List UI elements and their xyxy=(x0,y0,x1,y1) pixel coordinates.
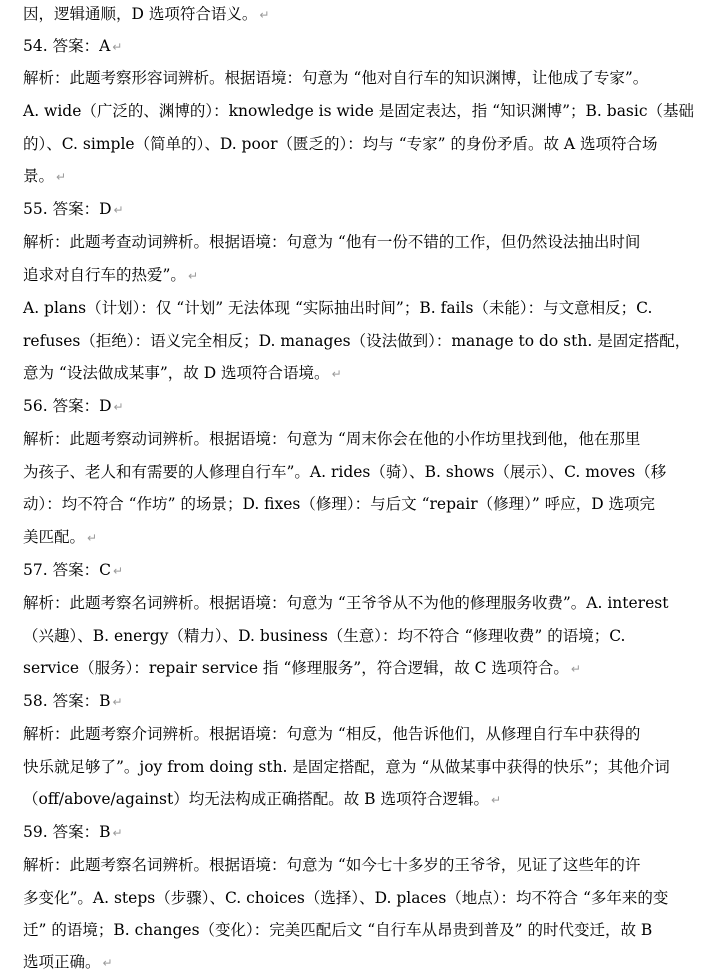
answer-line xyxy=(23,395,124,417)
paragraph-mark-icon: ↵ xyxy=(187,269,198,283)
line-text: 美匹配。 xyxy=(23,528,86,546)
line-text: 解析：此题考察动词辨析。根据语境：句意为 “周末你会在他的小作坊里找到他，他在那里 xyxy=(23,430,641,448)
text-line xyxy=(23,165,66,187)
paragraph-mark-icon: ↵ xyxy=(331,367,342,381)
line-text: 的）、C. simple（简单的）、D. poor（匮乏的）：均与 “专家” 的身份矛盾。故 A 选项符合场 xyxy=(23,135,658,153)
paragraph-mark-icon: ↵ xyxy=(570,662,581,676)
line-text: 54. 答案：A xyxy=(23,37,111,55)
line-text: 意为 “设法做成某事”，故 D 选项符合语境。 xyxy=(23,364,330,382)
line-text: 多变化”。A. steps（步骤）、C. choices（选择）、D. places（地点）：均不符合 “多年来的变 xyxy=(23,889,669,907)
text-line xyxy=(23,428,640,450)
paragraph-mark-icon: ↵ xyxy=(113,400,124,414)
line-text: （兴趣）、B. energy（精力）、D. business（生意）：均不符合 “修理收费” 的语境；C. xyxy=(23,627,626,645)
line-text: 因，逻辑通顺，D 选项符合语义。 xyxy=(23,5,258,23)
line-text: 迁” 的语境；B. changes（变化）：完美匹配后文 “自行车从昂贵到普及” 的时代变迁，故 B xyxy=(23,921,653,939)
line-text: 解析：此题考查动词辨析。根据语境：句意为 “他有一份不错的工作，但仍然设法抽出时间 xyxy=(23,233,641,251)
text-line xyxy=(23,951,113,973)
answer-line xyxy=(23,35,122,57)
text-line xyxy=(23,67,648,89)
line-text: 为孩子、老人和有需要的人修理自行车”。A. rides（骑）、B. shows（展示）、C. moves（移 xyxy=(23,463,667,481)
answer-line xyxy=(23,690,123,712)
line-text: 56. 答案：D xyxy=(23,397,112,415)
text-line xyxy=(23,362,342,384)
paragraph-mark-icon: ↵ xyxy=(112,695,123,709)
line-text: 57. 答案：C xyxy=(23,561,111,579)
answer-line xyxy=(23,559,123,581)
paragraph-mark-icon: ↵ xyxy=(102,956,113,970)
line-text: 动）：均不符合 “作坊” 的场景；D. fixes（修理）：与后文 “repair（修理）” 呼应，D 选项完 xyxy=(23,495,656,513)
text-line xyxy=(23,297,652,319)
line-text: 景。 xyxy=(23,167,55,185)
text-line xyxy=(23,887,668,909)
line-text: A. wide（广泛的、渊博的）：knowledge is wide 是固定表达，指 “知识渊博”；B. basic（基础 xyxy=(23,102,695,120)
text-line xyxy=(23,264,198,286)
text-line xyxy=(23,330,690,352)
line-text: 追求对自行车的热爱”。 xyxy=(23,266,186,284)
line-text: 解析：此题考察名词辨析。根据语境：句意为 “王爷爷从不为他的修理服务收费”。A. interest xyxy=(23,594,669,612)
text-line xyxy=(23,756,670,778)
text-line xyxy=(23,788,501,810)
text-line xyxy=(23,854,640,876)
paragraph-mark-icon: ↵ xyxy=(112,826,123,840)
paragraph-mark-icon: ↵ xyxy=(113,203,124,217)
line-text: （off/above/against）均无法构成正确搭配。故 B 选项符合逻辑。 xyxy=(23,790,489,808)
text-line xyxy=(23,100,694,122)
text-line xyxy=(23,625,625,647)
line-text: 解析：此题考察形容词辨析。根据语境：句意为 “他对自行车的知识渊博，让他成了专家”。 xyxy=(23,69,649,87)
text-line xyxy=(23,526,97,548)
paragraph-mark-icon: ↵ xyxy=(112,40,123,54)
line-text: 快乐就足够了”。joy from doing sth. 是固定搭配，意为 “从做某事中获得的快乐”；其他介词 xyxy=(23,758,670,776)
line-text: 55. 答案：D xyxy=(23,200,112,218)
line-text: 解析：此题考察介词辨析。根据语境：句意为 “相反，他告诉他们，从修理自行车中获得的 xyxy=(23,725,641,743)
paragraph-mark-icon: ↵ xyxy=(56,170,67,184)
text-line xyxy=(23,919,652,941)
line-text: 59. 答案：B xyxy=(23,823,111,841)
text-line xyxy=(23,133,658,155)
line-text: service（服务）：repair service 指 “修理服务”，符合逻辑，故 C 选项符合。 xyxy=(23,659,569,677)
text-line xyxy=(23,493,655,515)
paragraph-mark-icon: ↵ xyxy=(259,8,270,22)
text-line xyxy=(23,231,640,253)
paragraph-mark-icon: ↵ xyxy=(87,531,98,545)
text-line xyxy=(23,723,640,745)
line-text: refuses（拒绝）：语义完全相反；D. manages（设法做到）：manage to do sth. 是固定搭配， xyxy=(23,332,691,350)
line-text: 58. 答案：B xyxy=(23,692,111,710)
text-line xyxy=(23,3,269,25)
text-line xyxy=(23,461,666,483)
paragraph-mark-icon: ↵ xyxy=(112,564,123,578)
text-line xyxy=(23,592,668,614)
line-text: A. plans（计划）：仅 “计划” 无法体现 “实际抽出时间”；B. fails（未能）：与文意相反；C. xyxy=(23,299,653,317)
line-text: 解析：此题考察名词辨析。根据语境：句意为 “如今七十多岁的王爷爷，见证了这些年的许 xyxy=(23,856,641,874)
text-line xyxy=(23,657,581,679)
answer-line xyxy=(23,821,123,843)
paragraph-mark-icon: ↵ xyxy=(491,793,502,807)
answer-line xyxy=(23,198,124,220)
line-text: 选项正确。 xyxy=(23,953,101,971)
